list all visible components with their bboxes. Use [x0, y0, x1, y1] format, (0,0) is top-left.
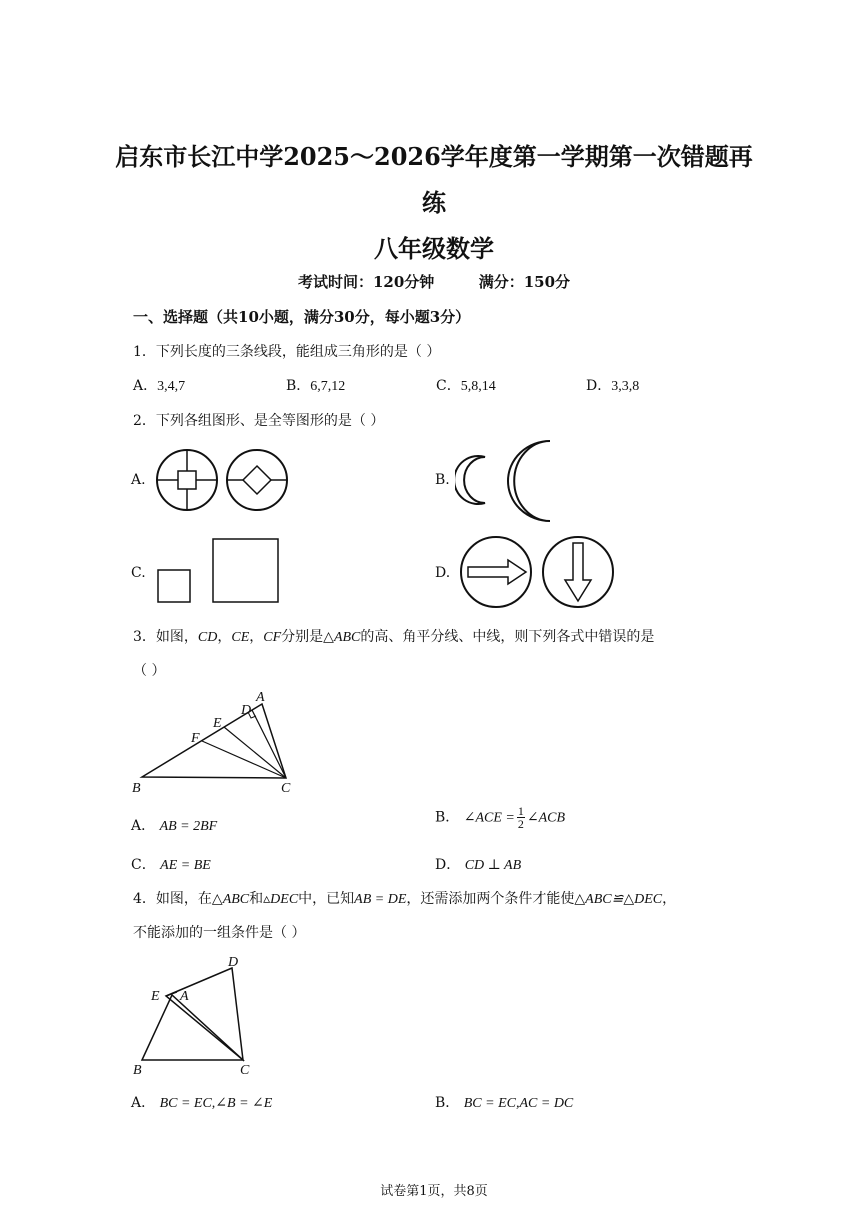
q4-label-e: E — [151, 989, 160, 1004]
q3-paren: （ ） — [133, 663, 166, 679]
q3-stem: 3．如图，CD，CE，CF分别是△ABC的高、角平分线、中线，则下列各式中错误的是 — [133, 629, 655, 645]
q3-label-c: C — [281, 781, 291, 796]
q3-option-b[interactable]: B． ∠ACE = $\frac{1}{2}$ ∠ACB — [435, 804, 566, 831]
page-footer: 试卷第1页，共8页 — [380, 1184, 488, 1199]
q4-stem-line2: 不能添加的一组条件是（ ） — [133, 925, 306, 941]
q1-option-d[interactable]: D．3,3,8 — [586, 378, 640, 394]
q2-option-c-label[interactable]: C. — [131, 565, 146, 581]
q2-figure-c — [153, 537, 283, 607]
q4-label-a: A — [180, 989, 189, 1004]
q2-option-a-label[interactable]: A. — [131, 472, 146, 488]
q1-option-a[interactable]: A．3,4,7 — [133, 378, 186, 394]
q4-label-c: C — [240, 1063, 250, 1078]
q2-figure-b — [455, 437, 565, 525]
q2-stem: 2．下列各组图形、是全等图形的是（ ） — [133, 413, 385, 429]
q3-option-a[interactable]: A． AB = 2BF — [131, 818, 218, 834]
q1-option-b[interactable]: B．6,7,12 — [286, 378, 346, 394]
q2-option-d-label[interactable]: D. — [435, 565, 451, 581]
q3-label-b: B — [132, 781, 141, 796]
q4-stem-line1: 4．如图，在△ABC和▵DEC中，已知AB = DE，还需添加两个条件才能使△ABC≌△DEC， — [133, 891, 677, 907]
q3-option-c[interactable]: C． AE = BE — [131, 857, 211, 873]
q4-option-a[interactable]: A． BC = EC,∠B = ∠E — [131, 1095, 273, 1111]
q3-label-a: A — [256, 690, 265, 705]
exam-subject: 八年级数学 — [374, 234, 494, 263]
q3-triangle-figure — [128, 685, 308, 797]
q3-label-f: F — [191, 731, 200, 746]
q4-option-b[interactable]: B． BC = EC,AC = DC — [435, 1095, 574, 1111]
q4-triangle-figure — [128, 950, 268, 1080]
exam-time: 考试时间：120分钟 — [297, 273, 435, 291]
q2-option-b-label[interactable]: B. — [435, 472, 450, 488]
full-score: 满分：150分 — [478, 273, 571, 291]
q2-figure-a — [150, 445, 300, 517]
section-heading: 一、选择题（共10小题，满分30分，每小题3分） — [133, 308, 471, 326]
exam-title-line2: 练 — [422, 188, 446, 217]
q2-figure-d — [456, 535, 621, 611]
q3-label-e: E — [213, 716, 222, 731]
exam-title-line1: 启东市长江中学2025～2026学年度第一学期第一次错题再 — [115, 142, 753, 171]
exam-meta — [0, 271, 868, 292]
fraction-half: $\frac{1}{2}$ — [517, 804, 524, 831]
q4-label-d: D — [228, 955, 239, 970]
q4-label-b: B — [133, 1063, 142, 1078]
q3-label-d: D — [241, 703, 252, 718]
q3-option-d[interactable]: D． CD ⊥ AB — [435, 857, 522, 873]
q1-stem: 1．下列长度的三条线段，能组成三角形的是（ ） — [133, 344, 441, 360]
q1-option-c[interactable]: C．5,8,14 — [436, 378, 496, 394]
